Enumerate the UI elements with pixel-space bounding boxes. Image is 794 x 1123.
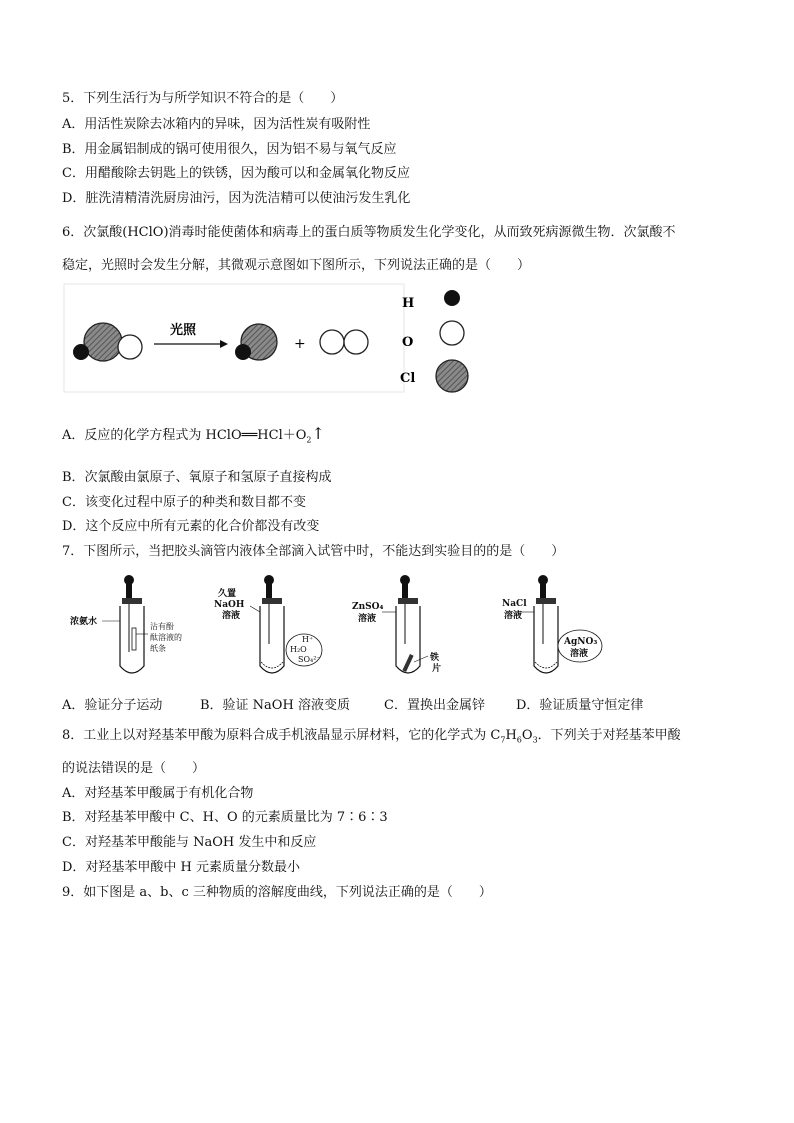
o2-molecule: [320, 330, 368, 354]
tube-d-bubble-1: AgNO₃: [564, 637, 598, 647]
h-atom: [73, 344, 89, 360]
tube-a-label-1: 浓氨水: [70, 617, 98, 627]
tube-c-label-1: ZnSO₄: [352, 602, 384, 612]
tube-b-label-1: 久置: [218, 589, 237, 599]
q7-option-a: A．验证分子运动: [62, 698, 163, 713]
o-atom: [344, 330, 368, 354]
q6-option-a-text: A．反应的化学方程式为 HClO: [62, 428, 242, 443]
q7-option-c: C．置换出金属锌: [384, 698, 485, 713]
q5-option-b: B．用金属铝制成的锅可使用很久，因为铝不易与氧气反应: [62, 142, 397, 157]
tube-d-bubble-2: 溶液: [570, 649, 589, 659]
light-arrow: [154, 322, 228, 348]
q8-stem-line1: [62, 727, 681, 750]
q6-stem-line1: 6．次氯酸(HClO)消毒时能使菌体和病毒上的蛋白质等物质发生化学变化，从而致死病源微生物．次氯酸不: [62, 225, 676, 240]
plus-sign: +: [294, 336, 306, 352]
tube-a: [70, 575, 182, 673]
q8-stem-prefix: 8．工业上以对羟基苯甲酸为原料合成手机液晶显示屏材料，它的化学式为 C: [62, 728, 501, 743]
tube-a-label-3: 酞溶液的: [150, 633, 182, 642]
q6-option-d: D．这个反应中所有元素的化合价都没有改变: [62, 519, 320, 534]
q8-stem-suffix: ．下列关于对羟基苯甲酸: [537, 728, 681, 743]
q6-option-a-gas-arrow: ↑: [311, 424, 325, 443]
q8-formula-h-count: 6: [516, 735, 522, 745]
legend-o-atom: [440, 321, 464, 345]
tube-b-label-2: NaOH: [214, 600, 245, 610]
q8-formula-c-count: 7: [500, 735, 506, 745]
q5-option-a: A．用活性炭除去冰箱内的异味，因为活性炭有吸附性: [62, 117, 371, 132]
q6-reaction-diagram: [62, 282, 482, 402]
q8-stem-line2: 的说法错误的是（ ）: [62, 761, 206, 776]
tube-d-label-2: 溶液: [504, 611, 523, 621]
atom-legend: [400, 290, 468, 392]
tube-b-label-3: 溶液: [222, 611, 241, 621]
q8-option-a: A．对羟基苯甲酸属于有机化合物: [62, 786, 254, 801]
q6-option-c: C．该变化过程中原子的种类和数目都不变: [62, 495, 306, 510]
q6-option-b: B．次氯酸由氯原子、氧原子和氢原子直接构成: [62, 470, 332, 485]
tube-d-label-1: NaCl: [502, 599, 527, 609]
q7-option-b: B．验证 NaOH 溶液变质: [200, 698, 350, 713]
q6-option-a-equals: ══: [241, 428, 258, 443]
cl-atom: [84, 323, 122, 361]
hclo-molecule: [73, 323, 142, 361]
legend-h-atom: [444, 290, 460, 306]
tube-b-bubble-3: SO₄²⁻: [298, 655, 321, 664]
q7-options: [62, 694, 643, 713]
legend-h-label: H: [402, 296, 415, 311]
o-atom: [118, 335, 142, 359]
tube-c: [352, 575, 441, 674]
tube-b: [214, 575, 322, 673]
legend-cl-label: Cl: [400, 371, 416, 386]
q6-option-a: [62, 425, 325, 450]
q6-stem-line2: 稳定，光照时会发生分解，其微观示意图如下图所示，下列说法正确的是（ ）: [62, 258, 531, 273]
q7-option-d: D．验证质量守恒定律: [516, 698, 644, 713]
q7-test-tube-diagram: [62, 574, 622, 682]
q5-option-c: C．用醋酸除去钥匙上的铁锈，因为酸可以和金属氧化物反应: [62, 166, 410, 181]
tube-b-bubble-1: H⁺: [302, 635, 314, 644]
tube-c-label-2: 溶液: [358, 614, 377, 624]
o-atom: [320, 330, 344, 354]
q8-formula-o: O: [521, 728, 533, 743]
tube-b-bubble-2: H₂O: [290, 645, 307, 654]
tube-a-label-4: 纸条: [150, 644, 166, 653]
q6-option-a-subscript: 2: [306, 435, 312, 445]
hcl-molecule: [235, 324, 277, 360]
q8-formula-h: H: [505, 728, 517, 743]
tube-d: [502, 575, 602, 673]
tube-c-label-3: 铁: [430, 653, 440, 663]
arrow-label: 光照: [170, 323, 197, 338]
q8-option-c: C．对羟基苯甲酸能与 NaOH 发生中和反应: [62, 835, 317, 850]
q5-option-d: D．脏洗清精清洗厨房油污，因为洗洁精可以使油污发生乳化: [62, 191, 411, 206]
q8-option-d: D．对羟基苯甲酸中 H 元素质量分数最小: [62, 860, 301, 875]
q8-option-b: B．对羟基苯甲酸中 C、H、O 的元素质量比为 7∶6∶3: [62, 810, 388, 825]
h-atom: [235, 344, 251, 360]
q5-stem: 5．下列生活行为与所学知识不符合的是（ ）: [62, 91, 344, 106]
q8-formula-o-count: 3: [532, 735, 538, 745]
q9-stem: 9．如下图是 a、b、c 三种物质的溶解度曲线，下列说法正确的是（ ）: [62, 885, 492, 900]
q7-stem: 7．下图所示，当把胶头滴管内液体全部滴入试管中时，不能达到实验目的的是（ ）: [62, 544, 565, 559]
tube-c-label-4: 片: [432, 664, 442, 674]
legend-cl-atom: [436, 360, 468, 392]
tube-a-label-2: 沾有酚: [150, 622, 174, 631]
q6-option-a-products: HCl＋O: [257, 428, 307, 443]
legend-o-label: O: [402, 335, 414, 350]
